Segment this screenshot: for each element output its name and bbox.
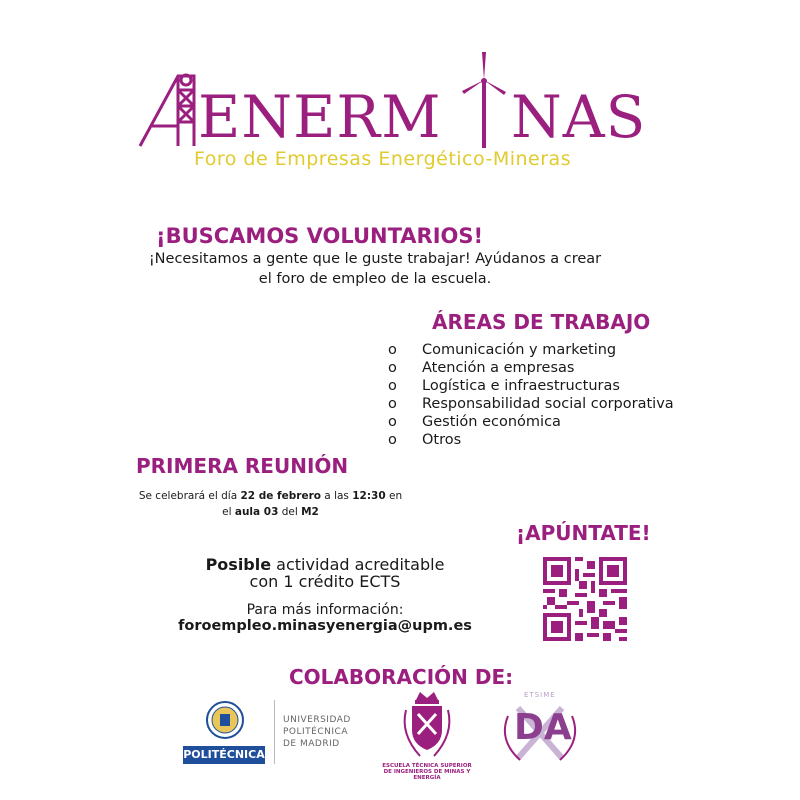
volunteers-heading: ¡BUSCAMOS VOLUNTARIOS! [156, 224, 484, 248]
mine-headframe-icon [138, 70, 200, 148]
etsime-crest-icon [398, 690, 456, 762]
volunteers-line-1: ¡Necesitamos a gente que le guste trabajar! Ayúdanos a crear [148, 251, 602, 267]
logo-text-part1: ENERM [198, 83, 442, 151]
signup-heading: ¡APÚNTATE! [516, 521, 651, 545]
da-letters: DA [514, 707, 572, 748]
contact-label: Para más información: [246, 602, 404, 618]
bullet-marker: o [388, 342, 397, 358]
etsime-logo [382, 690, 472, 780]
contact-info [170, 602, 480, 634]
credit-bold: Posible [205, 555, 272, 574]
upm-logo [181, 698, 351, 768]
bullet-marker: o [388, 414, 397, 430]
upm-crest-icon [205, 698, 245, 744]
areas-heading: ÁREAS DE TRABAJO [432, 310, 651, 334]
meeting-heading: PRIMERA REUNIÓN [136, 454, 349, 478]
meeting-time: 12:30 [352, 490, 386, 502]
list-item: o Comunicación y marketing [388, 342, 617, 358]
da-logo [498, 690, 582, 770]
upm-name: UNIVERSIDAD POLITÉCNICA DE MADRID [283, 715, 351, 749]
list-item: o Gestión económica [388, 414, 561, 430]
list-item: o Otros [388, 432, 462, 448]
volunteers-line-2: el foro de empleo de la escuela. [258, 271, 492, 287]
upm-divider [274, 700, 275, 764]
upm-badge: POLITÉCNICA [183, 746, 265, 764]
bullet-marker: o [388, 378, 397, 394]
logo-subtitle: Foro de Empresas Energético-Mineras [194, 148, 572, 170]
bullet-marker: o [388, 396, 397, 412]
list-item: o Logística e infraestructuras [388, 378, 620, 394]
bullet-marker: o [388, 432, 397, 448]
meeting-details: Se celebrará el día 22 de febrero a las 12:30 en el aula 03 del M2 [138, 490, 403, 518]
meeting-date: 22 de febrero [240, 490, 321, 502]
list-item: o Responsabilidad social corporativa [388, 396, 674, 412]
qr-code[interactable] [543, 557, 627, 641]
volunteers-description [140, 249, 610, 289]
bullet-marker: o [388, 360, 397, 376]
meeting-room: aula 03 [234, 506, 279, 518]
credit-info: Posible actividad acreditable con 1 crédito ECTS [205, 555, 445, 591]
areas-list [388, 341, 674, 449]
collab-heading: COLABORACIÓN DE: [289, 665, 514, 689]
da-arc-text: ETSIME [524, 691, 556, 699]
wind-turbine-icon [460, 52, 508, 148]
list-item: o Atención a empresas [388, 360, 575, 376]
etsime-name: ESCUELA TÉCNICA SUPERIOR DE INGENIEROS DE MINAS Y ENERGÍA [382, 763, 472, 781]
meeting-building: M2 [301, 506, 319, 518]
logo-text-part2: NAS [511, 83, 647, 151]
contact-email[interactable]: foroempleo.minasyenergia@upm.es [178, 618, 472, 634]
enerminas-logo [138, 50, 663, 180]
